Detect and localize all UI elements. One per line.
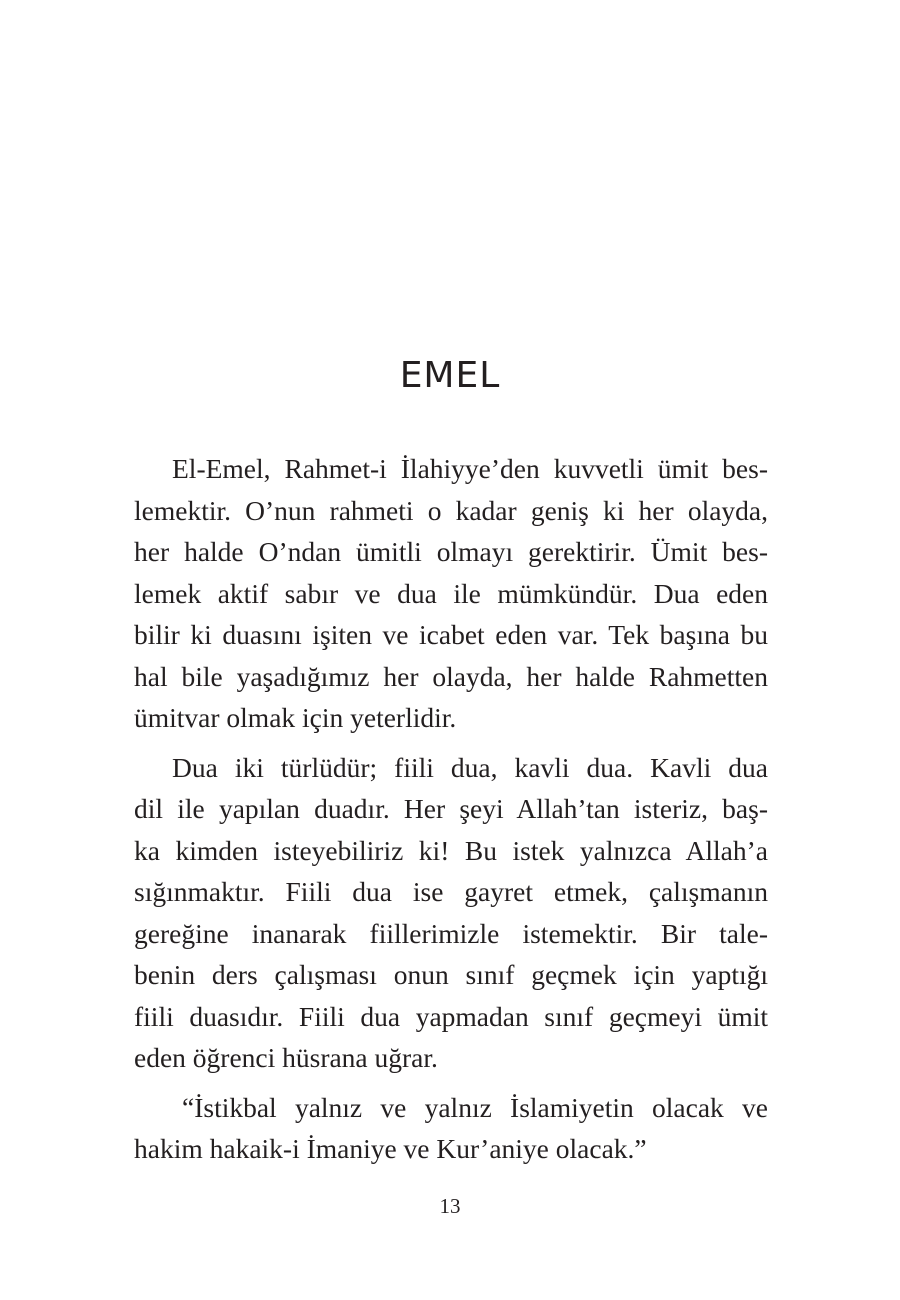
text-line: bilir ki duasını işiten ve icabet eden var. Tek başına bu — [134, 619, 768, 650]
quote-paragraph — [134, 1087, 768, 1170]
body-text — [134, 448, 768, 1178]
text-line: her halde O’ndan ümitli olmayı gerektirir. Ümit bes- — [134, 536, 768, 567]
text-line: dil ile yapılan duadır. Her şeyi Allah’tan isteriz, baş- — [134, 793, 768, 824]
text-line: ka kimden isteyebiliriz ki! Bu istek yalnızca Allah’a — [134, 834, 768, 866]
text-line: “İstikbal yalnız ve yalnız İslamiyetin olacak ve — [182, 1091, 768, 1123]
chapter-title: EMEL — [399, 355, 501, 396]
text-line: El-Emel, Rahmet-i İlahiyye’den kuvvetli ümit bes- — [172, 453, 768, 484]
text-line: lemektir. O’nun rahmeti o kadar geniş ki her olayda, — [134, 494, 768, 526]
paragraph-1 — [134, 448, 768, 739]
text-line: eden öğrenci hüsrana uğrar. — [134, 1042, 438, 1073]
text-line: lemek aktif sabır ve dua ile mümkündür. Dua eden — [134, 577, 768, 609]
text-line: benin ders çalışması onun sınıf geçmek için yaptığı — [134, 959, 768, 990]
text-line: sığınmaktır. Fiili dua ise gayret etmek, çalışmanın — [134, 876, 768, 907]
text-line: hal bile yaşadığımız her olayda, her halde Rahmetten — [134, 660, 768, 692]
text-line: hakim hakaik-i İmaniye ve Kur’aniye olacak.” — [134, 1133, 647, 1164]
text-line: ümitvar olmak için yeterlidir. — [134, 702, 457, 733]
page-number: 13 — [439, 1194, 461, 1218]
text-line: fiili duasıdır. Fiili dua yapmadan sınıf geçmeyi ümit — [134, 1000, 768, 1032]
text-line: Dua iki türlüdür; fiili dua, kavli dua. Kavli dua — [172, 751, 768, 783]
paragraph-2 — [134, 747, 768, 1079]
text-line: gereğine inanarak fiillerimizle istemektir. Bir tale- — [134, 917, 768, 949]
